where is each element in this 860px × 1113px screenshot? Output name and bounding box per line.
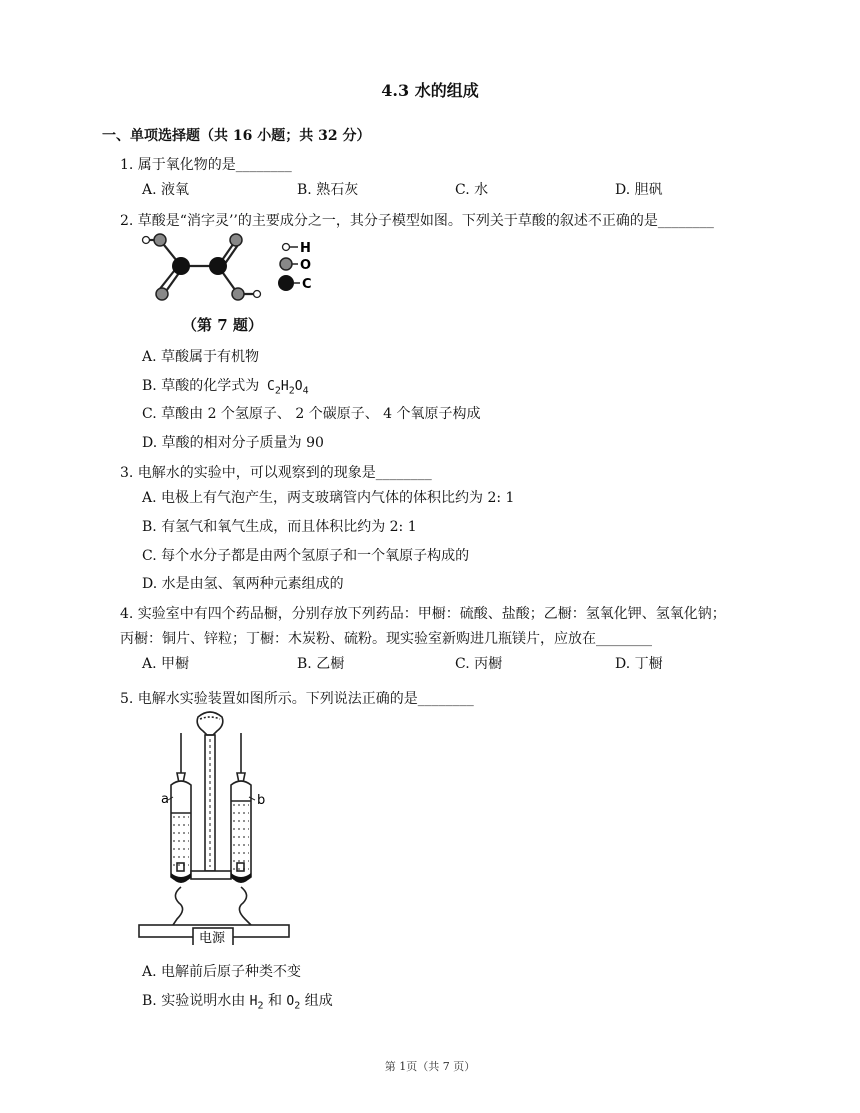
oxygen-atom: [232, 288, 244, 300]
figure-caption: （第 7 题）: [182, 316, 263, 334]
q3-option-d[interactable]: D. 水是由氢、氧两种元素组成的: [142, 576, 344, 592]
page-title: 4.3 水的组成: [381, 81, 479, 100]
page-footer: 第 1页（共 7 页）: [384, 1060, 476, 1073]
question-1-stem: 1. 属于氧化物的是________: [120, 157, 292, 173]
question-2-stem: 2. 草酸是“消字灵’’的主要成分之一，其分子模型如图。下列关于草酸的叙述不正确的是________: [120, 213, 714, 229]
tube-b-label: b: [257, 793, 266, 808]
hydrogen-atom: [254, 291, 261, 298]
q1-option-a[interactable]: A. 液氧: [142, 182, 190, 198]
question-3-stem: 3. 电解水的实验中，可以观察到的现象是________: [120, 465, 432, 481]
q1-option-b[interactable]: B. 熟石灰: [297, 182, 359, 198]
tube-a-label: a: [161, 792, 169, 807]
oxalic-acid-formula: $C_2H_2O_4$: [267, 379, 309, 397]
legend-carbon-label: C: [302, 277, 312, 292]
q5-option-b[interactable]: [142, 990, 333, 1012]
oxygen-atom: [154, 234, 166, 246]
question-4-stem-line2: 丙橱：铜片、锌粒；丁橱：木炭粉、硫粉。现实验室新购进几瓶镁片，应放在________: [120, 631, 652, 647]
q2-option-a[interactable]: A. 草酸属于有机物: [142, 349, 260, 365]
q5-option-b-and: 和: [267, 993, 282, 1009]
q5-option-b-tail: 组成: [304, 993, 333, 1009]
o2-formula: $O_2$: [286, 994, 301, 1012]
q4-option-c[interactable]: C. 丙橱: [455, 656, 503, 672]
q5-option-a[interactable]: A. 电解前后原子种类不变: [142, 964, 302, 980]
q1-option-c[interactable]: C. 水: [455, 182, 489, 198]
section-heading: 一、单项选择题（共 16 小题；共 32 分）: [102, 128, 371, 144]
h2-formula: $H_2$: [249, 994, 264, 1012]
q2-option-b-text: B. 草酸的化学式为: [142, 378, 260, 394]
q3-option-a[interactable]: A. 电极上有气泡产生，两支玻璃管内气体的体积比约为 2: 1: [142, 490, 515, 506]
q5-option-b-text: B. 实验说明水由: [142, 993, 246, 1009]
q2-option-d[interactable]: D. 草酸的相对分子质量为 90: [142, 435, 324, 451]
oxygen-atom: [230, 234, 242, 246]
q4-option-b[interactable]: B. 乙橱: [297, 656, 345, 672]
electrolysis-apparatus-figure: [135, 705, 295, 945]
legend-hydrogen-icon: [283, 244, 290, 251]
q4-option-d[interactable]: D. 丁橱: [615, 656, 663, 672]
q2-option-b[interactable]: [142, 375, 309, 397]
oxygen-atom: [156, 288, 168, 300]
legend-oxygen-label: O: [300, 258, 312, 273]
power-supply-label: 电源: [199, 931, 226, 945]
q3-option-b[interactable]: B. 有氢气和氧气生成，而且体积比约为 2: 1: [142, 519, 417, 535]
q4-option-a[interactable]: A. 甲橱: [142, 656, 190, 672]
legend-oxygen-icon: [280, 258, 292, 270]
q2-option-c[interactable]: C. 草酸由 2 个氢原子、 2 个碳原子、 4 个氧原子构成: [142, 406, 481, 422]
legend-carbon-icon: [278, 275, 294, 291]
q1-option-d[interactable]: D. 胆矾: [615, 182, 663, 198]
legend-hydrogen-label: H: [300, 241, 311, 256]
carbon-atom: [172, 257, 190, 275]
question-4-stem-line1: 4. 实验室中有四个药品橱，分别存放下列药品：甲橱：硫酸、盐酸；乙橱：氢氧化钾、氢氧化钠；: [120, 606, 726, 622]
q3-option-c[interactable]: C. 每个水分子都是由两个氢原子和一个氧原子构成的: [142, 548, 470, 564]
question-5-stem: 5. 电解水实验装置如图所示。下列说法正确的是________: [120, 691, 474, 707]
hydrogen-atom: [143, 237, 150, 244]
carbon-atom: [209, 257, 227, 275]
